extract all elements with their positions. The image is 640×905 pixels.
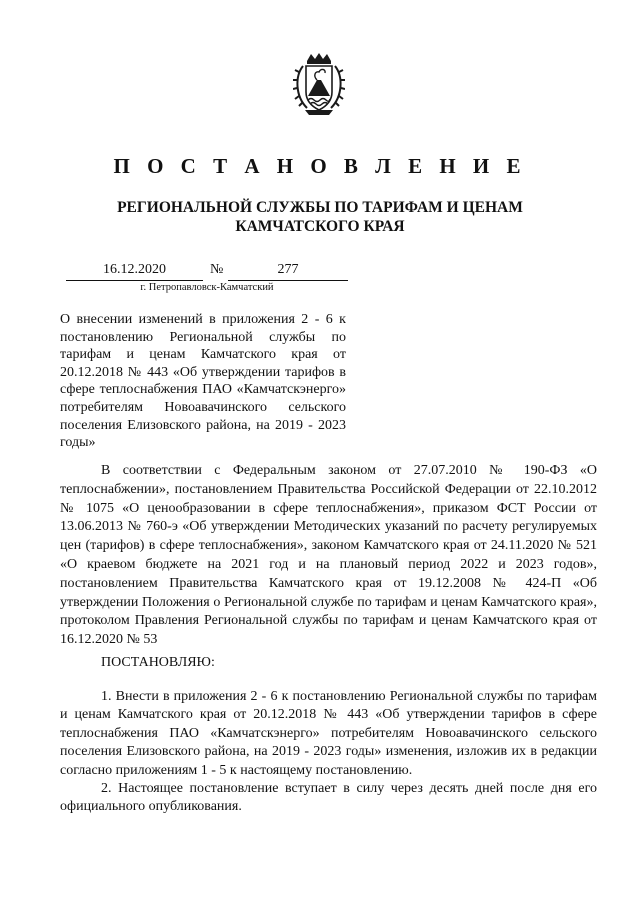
resolve-heading: ПОСТАНОВЛЯЮ:: [101, 655, 215, 670]
number-sign: №: [210, 262, 224, 277]
kamchatka-coat-of-arms-icon: [293, 52, 345, 118]
clauses-list: [60, 688, 597, 817]
preamble-paragraph: В соответствии с Федеральным законом от 27.07.2010 № 190-ФЗ «О теплоснабжении», постановлением Правительства Российской Федерации от 22.10.2012 № 1075 «О ценообразовании в сфере теплоснабжения», приказом ФСТ России от 13.06.2013 № 760-э «Об утверждении Методических указаний по расчету регулируемых цен (тарифов) в сфере теплоснабжения», законом Камчатского края от 24.11.2020 № 521 «О краевом бюджете на 2021 год и на плановый период 2022 и 2023 годов», постановлением Правительства Камчатского края от 19.12.2008 № 424-П «Об утверждении Положения о Региональной службе по тарифам и ценам Камчатского края», протоколом Правления Региональной службы по тарифам и ценам Камчатского края от 16.12.2020 № 53: [60, 463, 597, 648]
document-title: П О С Т А Н О В Л Е Н И Е: [113, 154, 527, 178]
document-city: г. Петропавловск-Камчатский: [140, 282, 274, 293]
document-number: 277: [228, 262, 348, 281]
document-date: 16.12.2020: [66, 262, 203, 281]
issuer-heading: РЕГИОНАЛЬНОЙ СЛУЖБЫ ПО ТАРИФАМ И ЦЕНАМ КАМЧАТСКОГО КРАЯ: [117, 199, 523, 235]
clause-item: 1. Внести в приложения 2 - 6 к постановлению Региональной службы по тарифам и ценам Камчатского края от 20.12.2018 № 443 «Об утверждении тарифов в сфере теплоснабжения ПАО «Камчатскэнерго» потребителям Новоавачинского сельского поселения Елизовского района, на 2019 - 2023 годы» изменения, изложив их в редакции согласно приложениям 1 - 5 к настоящему постановлению.: [60, 689, 597, 778]
clause-item: 2. Настоящее постановление вступает в силу через десять дней после дня его официального опубликования.: [60, 781, 597, 815]
document-subject: О внесении изменений в приложения 2 - 6 к постановлению Региональной службы по тарифам и ценам Камчатского края от 20.12.2018 № 443 «Об утверждении тарифов в сфере теплоснабжения ПАО «Камчатскэнерго» потребителям Новоавачинского сельского поселения Елизовского района, на 2019 - 2023 годы»: [60, 312, 346, 451]
